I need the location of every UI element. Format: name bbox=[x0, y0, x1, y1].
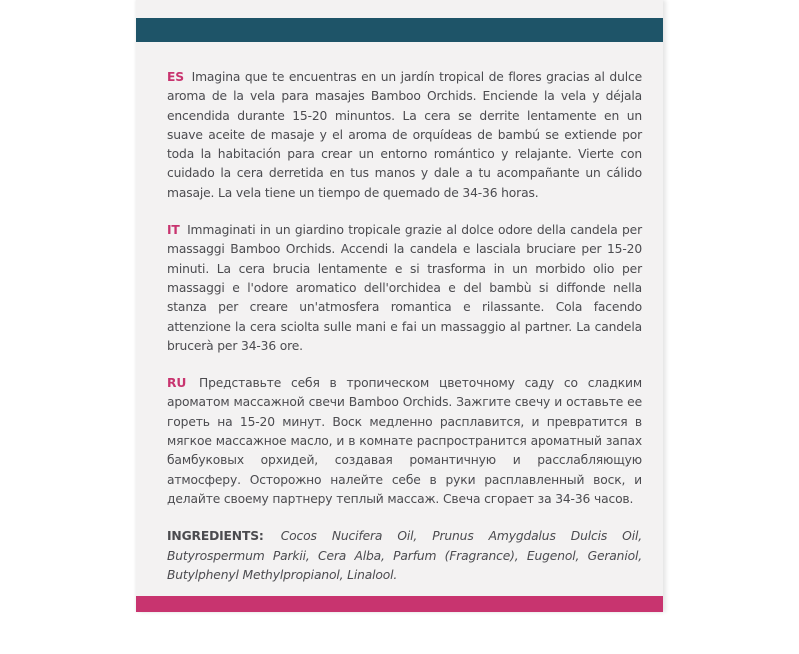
label-text-content bbox=[167, 68, 642, 585]
bottom-color-band bbox=[136, 596, 663, 612]
section-it-text: Immaginati in un giardino tropicale grazie al dolce odore della candela per massaggi Bamboo Orchids. Accendi la candela e lasciala bruciare per 15-20 minuti. La cera brucia lentamente e si trasforma in un morbido olio per massaggi e l'odore aromatico dell'orchidea e del bambù si diffonde nella stanza per creare un'atmosfera romantica e rilassante. Cola facendo attenzione la cera sciolta sulle mani e fai un massaggio al partner. La candela brucerà per 34-36 ore. bbox=[167, 223, 642, 353]
language-code-it: IT bbox=[167, 223, 180, 238]
ingredients-label: INGREDIENTS: bbox=[167, 529, 264, 544]
language-code-ru: RU bbox=[167, 376, 187, 391]
section-it bbox=[167, 221, 642, 356]
section-es bbox=[167, 68, 642, 203]
top-color-band bbox=[136, 18, 663, 42]
section-es-text: Imagina que te encuentras en un jardín tropical de flores gracias al dulce aroma de la vela para masajes Bamboo Orchids. Enciende la vela y déjala encendida durante 15-20 minuntos. La cera se derrite lentamente en un suave aceite de masaje y el aroma de orquídeas de bambú se extiende por toda la habitación para crear un entorno romántico y relajante. Vierte con cuidado la cera derretida en tus manos y dale a tu acompañante un cálido masaje. La vela tiene un tiempo de quemado de 34-36 horas. bbox=[167, 70, 643, 200]
ingredients-section bbox=[167, 527, 642, 585]
ingredients-list: Cocos Nucifera Oil, Prunus Amygdalus Dulcis Oil, Butyrospermum Parkii, Cera Alba, Parfum (Fragrance), Eugenol, Geraniol, Butylphenyl Methylpropianol, Linalool. bbox=[167, 529, 642, 582]
section-ru bbox=[167, 374, 642, 509]
language-code-es: ES bbox=[167, 70, 184, 84]
product-label-panel bbox=[136, 0, 663, 612]
section-ru-text: Представьте себя в тропическом цветочному саду со сладким ароматом массажной свечи Bamboo Orchids. Зажгите свечу и оставьте ее гореть на 15-20 минут. Воск медленно расплавится, и превратится в мягкое массажное масло, и в комнате распространится ароматный запах бамбуковых орхидей, создавая романтичную и расслабляющую атмосферу. Осторожно налейте себе в руки расплавленный воск, и делайте своему партнеру теплый массаж. Свеча сгорает за 34-36 часов. bbox=[167, 376, 642, 506]
